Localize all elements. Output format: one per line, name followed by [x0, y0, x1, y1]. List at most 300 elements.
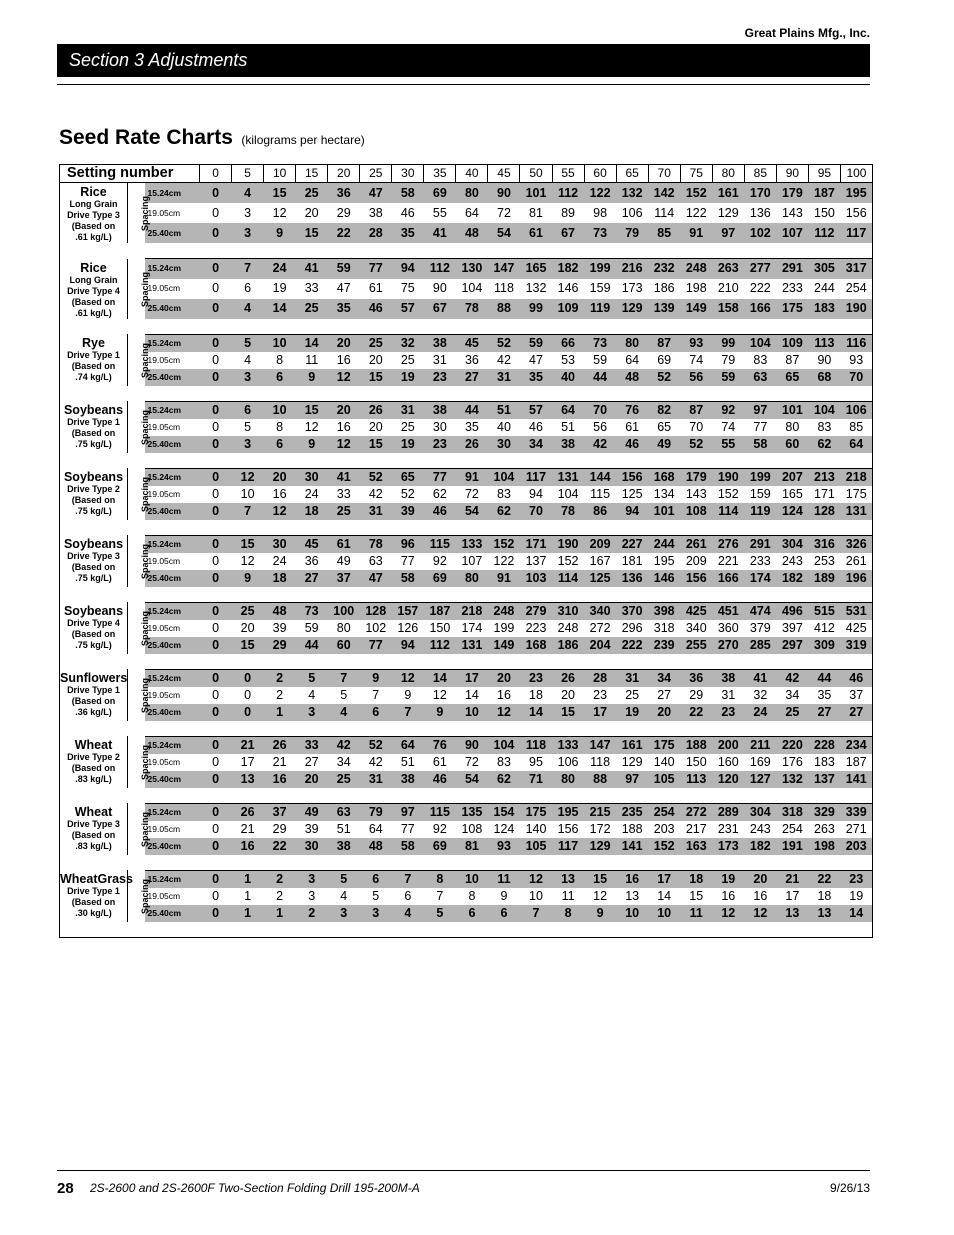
rate-cell: 158: [712, 299, 744, 319]
rate-cell: 41: [296, 259, 328, 279]
rate-cell: 46: [360, 299, 392, 319]
rate-cell: 156: [680, 570, 712, 587]
rate-cell: 0: [200, 401, 232, 419]
rate-cell: 144: [584, 468, 616, 486]
rate-cell: 181: [621, 553, 643, 568]
setting-header: 5: [232, 165, 264, 183]
rate-cell: 72: [464, 486, 479, 501]
rate-cell: 98: [593, 205, 608, 220]
rate-cell: 62: [488, 771, 520, 788]
spacing-text: Spacing: [140, 610, 151, 646]
spacing-label: [128, 669, 151, 721]
rate-cell: 4: [244, 352, 252, 367]
rate-cell: 7: [232, 259, 264, 279]
rate-cell: 52: [360, 468, 392, 486]
rate-cell: 9: [232, 570, 264, 587]
rate-cell: 173: [621, 281, 643, 296]
rate-cell: 139: [648, 299, 680, 319]
rate-cell: 176: [781, 754, 803, 769]
rate-cell: 22: [264, 838, 296, 855]
rate-cell: 133: [552, 736, 584, 754]
rate-cell: 0: [232, 669, 264, 687]
rate-cell: 46: [424, 771, 456, 788]
crop-description: .61 kg/L): [75, 232, 112, 242]
table-row: [60, 352, 873, 369]
rate-cell: 33: [336, 486, 351, 501]
rate-cell: 118: [520, 736, 552, 754]
rate-cell: 101: [776, 401, 808, 419]
crop-description: .75 kg/L): [75, 640, 112, 650]
rate-cell: 13: [625, 888, 640, 903]
crop-description: Drive Type 1: [67, 350, 120, 360]
rate-cell: 16: [232, 838, 264, 855]
footer-divider: [57, 1170, 870, 1171]
rate-cell: 12: [712, 905, 744, 922]
rate-cell: 425: [840, 620, 872, 637]
rate-cell: 129: [616, 299, 648, 319]
rate-cell: 152: [557, 553, 579, 568]
rate-cell: 199: [493, 620, 515, 635]
rate-cell: 188: [621, 821, 643, 836]
row-spacing: 19.05cm: [147, 555, 181, 566]
document-title: 2S-2600 and 2S-2600F Two-Section Folding Drill 195-200M-A: [90, 1181, 420, 1195]
rate-cell: 113: [680, 771, 712, 788]
rate-cell: 80: [552, 771, 584, 788]
rate-cell: 94: [392, 637, 424, 654]
rate-cell: 64: [368, 821, 383, 836]
rate-cell: 99: [712, 334, 744, 352]
rate-cell: 0: [200, 905, 232, 922]
rate-cell: 244: [814, 281, 835, 296]
group-spacer: [60, 788, 873, 804]
spacing-text: Spacing: [140, 195, 151, 232]
rate-cell: 19: [392, 369, 424, 386]
rate-cell: 20: [296, 771, 328, 788]
rate-cell: 397: [781, 620, 803, 635]
rate-cell: 86: [584, 503, 616, 520]
rate-cell: 9: [296, 436, 328, 453]
rate-cell: 18: [680, 870, 712, 888]
rate-cell: 60: [776, 436, 808, 453]
row-spacing: 19.05cm: [147, 488, 181, 499]
rate-cell: 135: [456, 803, 488, 821]
rate-cell: 76: [424, 736, 456, 754]
rate-cell: 74: [721, 419, 736, 434]
rate-cell: 8: [424, 870, 456, 888]
rate-cell: 55: [712, 436, 744, 453]
rate-cell: 90: [817, 352, 832, 367]
crop-name: Soybeans: [63, 403, 124, 417]
row-spacing: 19.05cm: [147, 890, 181, 901]
rate-cell: 0: [212, 419, 220, 434]
rate-cell: 54: [456, 771, 488, 788]
rate-cell: 203: [653, 821, 675, 836]
spacer-cell: [200, 922, 873, 938]
rate-cell: 304: [776, 535, 808, 553]
rate-cell: 61: [625, 419, 640, 434]
rate-cell: 166: [712, 570, 744, 587]
rate-cell: 26: [456, 436, 488, 453]
rate-cell: 35: [392, 223, 424, 243]
rate-cell: 17: [648, 870, 680, 888]
rate-cell: 106: [840, 401, 872, 419]
rate-cell: 31: [432, 352, 447, 367]
rate-cell: 20: [264, 468, 296, 486]
rate-cell: 97: [392, 803, 424, 821]
spacing-text: Spacing: [140, 409, 151, 445]
rate-cell: 141: [840, 771, 872, 788]
rate-cell: 6: [488, 905, 520, 922]
rate-cell: 101: [648, 503, 680, 520]
rate-cell: 310: [552, 602, 584, 620]
rate-cell: 0: [200, 704, 232, 721]
rate-cell: 16: [272, 486, 287, 501]
rate-cell: 198: [685, 281, 707, 296]
rate-cell: 44: [456, 401, 488, 419]
crop-description: .83 kg/L): [75, 774, 112, 784]
table-row: [60, 553, 873, 570]
spacer-cell: [200, 319, 873, 335]
rate-cell: 0: [200, 602, 232, 620]
crop-description: .75 kg/L): [75, 506, 112, 516]
rate-cell: 91: [456, 468, 488, 486]
rate-cell: 94: [392, 259, 424, 279]
rate-cell: 34: [785, 687, 800, 702]
rate-cell: 254: [840, 279, 872, 299]
table-row: [60, 259, 873, 279]
rate-cell: 78: [360, 535, 392, 553]
rate-cell: 118: [590, 754, 611, 769]
rate-cell: 122: [584, 183, 616, 204]
rate-cell: 92: [432, 821, 447, 836]
rate-cell: 16: [753, 888, 768, 903]
rate-cell: 0: [200, 436, 232, 453]
rate-cell: 29: [689, 687, 704, 702]
spacer-cell: [200, 453, 873, 469]
rate-cell: 0: [200, 736, 232, 754]
rate-cell: 21: [232, 736, 264, 754]
row-spacing: 15.24cm: [145, 602, 200, 620]
rate-cell: 188: [680, 736, 712, 754]
rate-cell: 3: [360, 905, 392, 922]
rate-cell: 42: [584, 436, 616, 453]
rate-cell: 200: [712, 736, 744, 754]
crop-label: [60, 803, 128, 855]
rate-cell: 131: [456, 637, 488, 654]
rate-cell: 30: [296, 838, 328, 855]
table-row: [60, 905, 873, 922]
rate-cell: 1: [232, 905, 264, 922]
spacer-cell: [60, 721, 200, 737]
rate-cell: 41: [744, 669, 776, 687]
rate-cell: 73: [296, 602, 328, 620]
rate-cell: 52: [488, 334, 520, 352]
rate-cell: 9: [360, 669, 392, 687]
rate-cell: 31: [488, 369, 520, 386]
rate-cell: 195: [840, 183, 872, 204]
rate-cell: 122: [685, 205, 707, 220]
rate-cell: 15: [296, 223, 328, 243]
rate-cell: 254: [781, 821, 803, 836]
row-spacing: 25.40cm: [145, 905, 200, 922]
rate-cell: 21: [776, 870, 808, 888]
rate-cell: 59: [520, 334, 552, 352]
rate-cell: 31: [392, 401, 424, 419]
rate-cell: 16: [616, 870, 648, 888]
rate-cell: 2: [276, 687, 284, 702]
rate-cell: 5: [328, 870, 360, 888]
rate-cell: 20: [744, 870, 776, 888]
rate-cell: 140: [525, 821, 547, 836]
rate-cell: 61: [432, 754, 447, 769]
spacing-label: [128, 401, 151, 453]
rate-cell: 14: [657, 888, 672, 903]
rate-cell: 18: [264, 570, 296, 587]
rate-cell: 263: [712, 259, 744, 279]
rate-cell: 10: [456, 704, 488, 721]
rate-cell: 5: [232, 334, 264, 352]
crop-description: (Based on: [71, 221, 116, 231]
rate-cell: 41: [328, 468, 360, 486]
rate-cell: 2: [276, 888, 284, 903]
rate-cell: 340: [685, 620, 707, 635]
rate-cell: 25: [776, 704, 808, 721]
rate-cell: 19: [712, 870, 744, 888]
rate-cell: 25: [328, 503, 360, 520]
row-spacing: 15.24cm: [145, 183, 200, 204]
rate-cell: 79: [616, 223, 648, 243]
rate-cell: 29: [264, 637, 296, 654]
rate-cell: 104: [557, 486, 579, 501]
rate-cell: 22: [328, 223, 360, 243]
row-spacing: 19.05cm: [147, 283, 181, 294]
rate-cell: 6: [404, 888, 412, 903]
rate-cell: 128: [808, 503, 840, 520]
rate-cell: 168: [648, 468, 680, 486]
crop-description: Drive Type 3: [67, 551, 120, 561]
rate-cell: 190: [552, 535, 584, 553]
rate-cell: 10: [616, 905, 648, 922]
spacer-cell: [60, 654, 200, 670]
table-row: [60, 436, 873, 453]
row-spacing: 19.05cm: [147, 354, 181, 365]
rate-cell: 0: [244, 687, 252, 702]
rate-cell: 22: [680, 704, 712, 721]
rate-cell: 91: [488, 570, 520, 587]
rate-cell: 149: [488, 637, 520, 654]
table-row: [60, 754, 873, 771]
rate-cell: 339: [840, 803, 872, 821]
rate-cell: 231: [717, 821, 739, 836]
rate-cell: 7: [372, 687, 380, 702]
crop-label: [60, 334, 128, 386]
rate-cell: 21: [240, 821, 255, 836]
rate-cell: 61: [328, 535, 360, 553]
rate-cell: 16: [721, 888, 736, 903]
spacing-label: [128, 183, 151, 244]
rate-cell: 13: [808, 905, 840, 922]
rate-cell: 71: [520, 771, 552, 788]
rate-cell: 93: [680, 334, 712, 352]
rate-cell: 58: [392, 183, 424, 204]
setting-header: 65: [616, 165, 648, 183]
rate-cell: 174: [461, 620, 483, 635]
rate-cell: 25: [232, 602, 264, 620]
rate-cell: 99: [520, 299, 552, 319]
rate-cell: 2: [264, 669, 296, 687]
rate-cell: 30: [488, 436, 520, 453]
rate-cell: 0: [200, 669, 232, 687]
rate-cell: 3: [244, 205, 252, 220]
rate-cell: 69: [424, 183, 456, 204]
rate-cell: 3: [296, 704, 328, 721]
table-row: [60, 669, 873, 687]
rate-cell: 49: [648, 436, 680, 453]
table-row: [60, 803, 873, 821]
rate-cell: 12: [432, 687, 447, 702]
rate-cell: 67: [552, 223, 584, 243]
rate-cell: 119: [584, 299, 616, 319]
crop-description: (Based on: [71, 696, 116, 706]
rate-cell: 56: [680, 369, 712, 386]
rate-cell: 174: [744, 570, 776, 587]
rate-cell: 92: [712, 401, 744, 419]
rate-cell: 216: [616, 259, 648, 279]
rate-cell: 58: [744, 436, 776, 453]
row-spacing: 25.40cm: [145, 838, 200, 855]
rate-cell: 191: [776, 838, 808, 855]
rate-cell: 61: [520, 223, 552, 243]
rate-cell: 42: [368, 486, 383, 501]
rate-cell: 25: [296, 299, 328, 319]
rate-cell: 12: [232, 468, 264, 486]
rate-cell: 77: [360, 637, 392, 654]
rate-cell: 52: [400, 486, 415, 501]
rate-cell: 59: [712, 369, 744, 386]
rate-cell: 44: [808, 669, 840, 687]
section-title-bar: Section 3 Adjustments: [57, 44, 870, 77]
rate-cell: 165: [781, 486, 803, 501]
rate-cell: 152: [648, 838, 680, 855]
rate-cell: 412: [814, 620, 835, 635]
rate-cell: 63: [744, 369, 776, 386]
rate-cell: 46: [529, 419, 543, 434]
rate-cell: 120: [712, 771, 744, 788]
crop-description: Drive Type 2: [67, 484, 120, 494]
rate-cell: 69: [424, 570, 456, 587]
company-name: Great Plains Mfg., Inc.: [744, 26, 870, 40]
rate-cell: 0: [212, 553, 220, 568]
rate-cell: 171: [520, 535, 552, 553]
rate-cell: 3: [308, 888, 316, 903]
rate-cell: 161: [616, 736, 648, 754]
table-row: [60, 704, 873, 721]
setting-header: 35: [424, 165, 456, 183]
spacing-text: Spacing: [140, 744, 151, 780]
rate-cell: 59: [304, 620, 319, 635]
rate-cell: 20: [304, 205, 319, 220]
crop-description: (Based on: [71, 428, 116, 438]
rate-cell: 196: [840, 570, 872, 587]
table-row: [60, 401, 873, 419]
rate-cell: 154: [488, 803, 520, 821]
table-row: [60, 870, 873, 888]
rate-cell: 23: [712, 704, 744, 721]
rate-cell: 6: [264, 436, 296, 453]
rate-cell: 451: [712, 602, 744, 620]
rate-cell: 0: [200, 870, 232, 888]
row-spacing: 19.05cm: [147, 207, 181, 218]
group-spacer: [60, 855, 873, 871]
rate-cell: 0: [200, 803, 232, 821]
rate-cell: 179: [680, 468, 712, 486]
rate-cell: 132: [776, 771, 808, 788]
rate-cell: 5: [340, 687, 348, 702]
rate-cell: 35: [520, 369, 552, 386]
rate-cell: 141: [616, 838, 648, 855]
rate-cell: 78: [456, 299, 488, 319]
rate-cell: 70: [520, 503, 552, 520]
rate-cell: 44: [584, 369, 616, 386]
rate-cell: 77: [360, 259, 392, 279]
crop-label: [60, 736, 128, 788]
rate-cell: 210: [717, 281, 739, 296]
rate-cell: 41: [424, 223, 456, 243]
rate-cell: 8: [552, 905, 584, 922]
rate-cell: 183: [814, 754, 835, 769]
rate-cell: 3: [328, 905, 360, 922]
setting-header: 70: [648, 165, 680, 183]
spacing-text: Spacing: [140, 543, 151, 579]
rate-cell: 23: [424, 436, 456, 453]
crop-label: [60, 401, 128, 453]
rate-cell: 10: [456, 870, 488, 888]
rate-cell: 15: [296, 401, 328, 419]
rate-cell: 22: [808, 870, 840, 888]
setting-header: 25: [360, 165, 392, 183]
table-row: [60, 771, 873, 788]
setting-header: 50: [520, 165, 552, 183]
rate-cell: 67: [424, 299, 456, 319]
rate-cell: 1: [264, 704, 296, 721]
row-spacing: 19.05cm: [147, 421, 181, 432]
rate-cell: 143: [781, 205, 803, 220]
row-spacing: 15.24cm: [145, 468, 200, 486]
rate-cell: 0: [200, 570, 232, 587]
rate-cell: 25: [296, 183, 328, 204]
rate-cell: 19: [840, 888, 872, 905]
rate-cell: 13: [232, 771, 264, 788]
crop-description: Drive Type 3: [67, 819, 120, 829]
rate-cell: 218: [456, 602, 488, 620]
rate-cell: 69: [657, 352, 672, 367]
rate-cell: 248: [680, 259, 712, 279]
rate-cell: 36: [464, 352, 479, 367]
rate-cell: 115: [590, 486, 611, 501]
rate-cell: 72: [464, 754, 479, 769]
rate-cell: 165: [520, 259, 552, 279]
rate-cell: 170: [744, 183, 776, 204]
rate-cell: 108: [680, 503, 712, 520]
rate-cell: 59: [328, 259, 360, 279]
rate-cell: 26: [552, 669, 584, 687]
setting-header: 80: [712, 165, 744, 183]
rate-cell: 32: [753, 687, 768, 702]
rate-cell: 152: [680, 183, 712, 204]
row-spacing: 15.24cm: [145, 803, 200, 821]
table-row: [60, 299, 873, 319]
rate-cell: 56: [593, 419, 608, 434]
